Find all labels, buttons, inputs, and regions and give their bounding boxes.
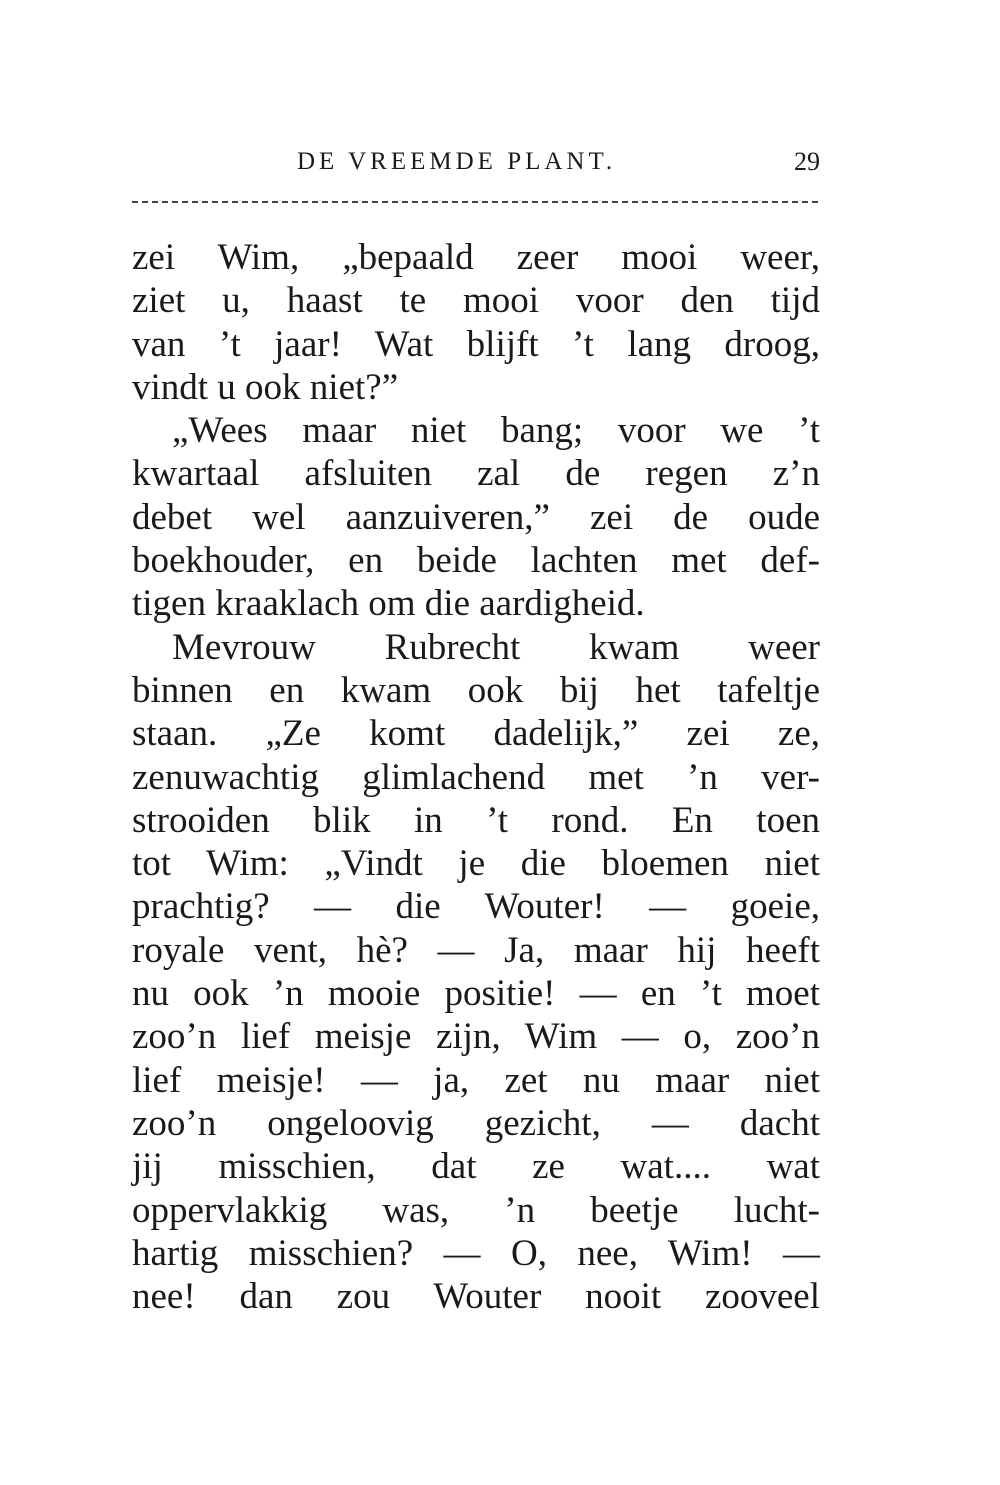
- text-line: boekhouder, en beide lachten met def-: [132, 540, 820, 582]
- text-line: tigen kraaklach om die aardigheid.: [132, 583, 645, 625]
- text-line: zoo’n lief meisje zijn, Wim — o, zoo’n: [132, 1016, 820, 1058]
- text-line: lief meisje! — ja, zet nu maar niet: [132, 1059, 820, 1101]
- text-line: ziet u, haast te mooi voor den tijd: [132, 280, 820, 322]
- text-line: debet wel aanzuiveren,” zei de oude: [132, 496, 820, 538]
- body-text: [132, 236, 820, 1318]
- page-header: [132, 142, 820, 182]
- text-line: vindt u ook niet?”: [132, 366, 399, 408]
- text-line: kwartaal afsluiten zal de regen z’n: [132, 453, 820, 495]
- text-line: tot Wim: „Vindt je die bloemen niet: [132, 843, 820, 885]
- text-line: hartig misschien? — O, nee, Wim! —: [132, 1232, 820, 1274]
- text-line: strooiden blik in ’t rond. En toen: [132, 799, 820, 841]
- text-line: nee! dan zou Wouter nooit zooveel: [132, 1276, 820, 1318]
- text-line: Mevrouw Rubrecht kwam weer: [172, 626, 820, 668]
- text-line: prachtig? — die Wouter! — goeie,: [132, 886, 820, 928]
- running-title: DE VREEMDE PLANT.: [297, 148, 617, 175]
- text-line: staan. „Ze komt dadelijk,” zei ze,: [132, 713, 820, 755]
- text-line: zei Wim, „bepaald zeer mooi weer,: [132, 237, 820, 278]
- text-line: binnen en kwam ook bij het tafeltje: [132, 669, 820, 711]
- text-line: van ’t jaar! Wat blijft ’t lang droog,: [132, 323, 820, 365]
- text-line: nu ook ’n mooie positie! — en ’t moet: [132, 973, 820, 1015]
- text-line: oppervlakkig was, ’n beetje lucht-: [132, 1189, 820, 1231]
- text-line: zenuwachtig glimlachend met ’n ver-: [132, 756, 820, 798]
- header-rule: [132, 201, 818, 203]
- text-line: zoo’n ongeloovig gezicht, — dacht: [132, 1102, 820, 1144]
- text-line: jij misschien, dat ze wat.... wat: [132, 1146, 820, 1188]
- page-number: 29: [794, 147, 820, 176]
- text-line: royale vent, hè? — Ja, maar hij heeft: [132, 929, 820, 971]
- text-line: „Wees maar niet bang; voor we ’t: [172, 410, 820, 452]
